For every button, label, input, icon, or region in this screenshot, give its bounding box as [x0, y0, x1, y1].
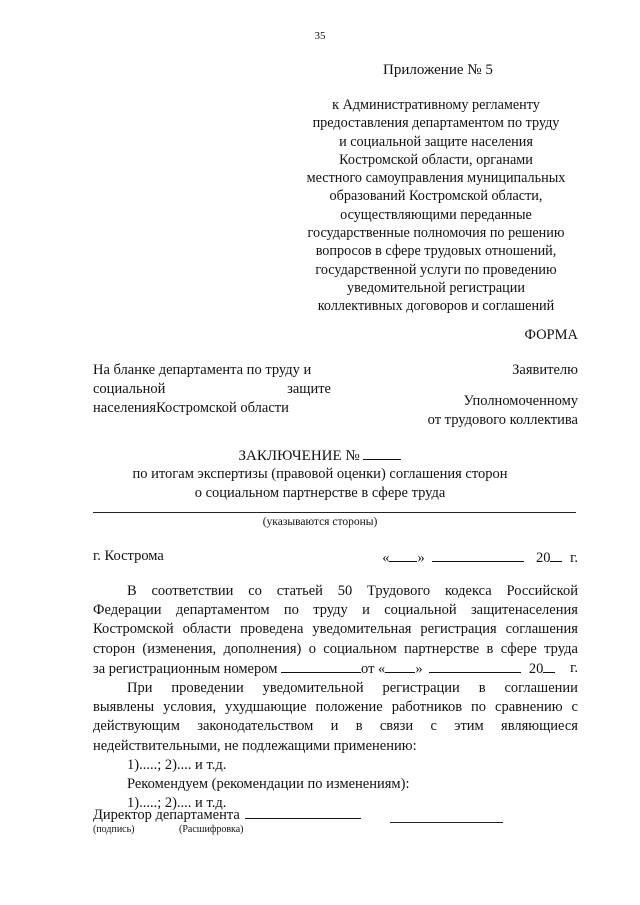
- reg-number-blank: [281, 659, 361, 673]
- body-word: в: [355, 718, 363, 735]
- sender-block: [93, 361, 331, 418]
- reference-line: вопросов в сфере трудовых отношений,: [315, 243, 557, 260]
- body-word: сторон: [93, 640, 136, 657]
- body-word: с: [571, 699, 578, 716]
- decode-blank: [390, 822, 503, 823]
- body-phrase: от «: [361, 660, 386, 677]
- body-word: действующим: [93, 718, 180, 735]
- body-word: уведомительная: [312, 621, 412, 638]
- reference-line: местного самоуправления муниципальных: [306, 170, 566, 187]
- city: г. Кострома: [93, 548, 164, 564]
- reference-line: государственные полномочия по решению: [307, 225, 565, 242]
- body-line: [93, 620, 578, 639]
- year-prefix: 20: [535, 550, 551, 566]
- recipient-line: от трудового коллектива: [427, 412, 578, 428]
- reference-line: коллективных договоров и соглашений: [317, 298, 555, 315]
- reference-line: образований Костромской области,: [329, 188, 543, 205]
- body-word: со: [248, 583, 262, 599]
- body-word: партнерстве: [404, 640, 480, 657]
- form-label: ФОРМА: [524, 327, 578, 343]
- body-line: 1).....; 2).... и т.д.: [127, 756, 227, 773]
- body-word: социальном: [323, 640, 397, 657]
- recipient-line: Уполномоченному: [463, 393, 578, 409]
- body-word: В: [127, 583, 137, 599]
- signature-captions: [93, 824, 244, 835]
- year-blank: [550, 548, 562, 562]
- body-line: [93, 640, 578, 659]
- reference-line: и социальной защите населения: [339, 133, 533, 150]
- body-word: и: [362, 602, 370, 619]
- body-phrase: г.: [570, 659, 578, 676]
- month-blank: [429, 659, 521, 673]
- date-close-quote: »: [417, 550, 425, 566]
- body-word: защитенаселения: [470, 602, 578, 619]
- body-word: департаментом: [175, 602, 270, 619]
- body-word: сравнению: [495, 699, 563, 716]
- body-word: этим: [454, 718, 484, 735]
- body-word: по: [471, 699, 487, 716]
- body-phrase: 20: [528, 660, 544, 677]
- month-blank: [432, 548, 524, 562]
- body-line: Рекомендуем (рекомендации по изменениям):: [127, 776, 410, 793]
- body-text: [93, 582, 578, 813]
- body-line: [93, 582, 578, 601]
- body-word: в: [478, 680, 486, 697]
- body-word: и: [330, 718, 339, 735]
- body-word: связи: [379, 718, 414, 735]
- body-line: [93, 717, 578, 736]
- body-word: (изменения,: [142, 640, 217, 657]
- body-word: Федерации: [93, 602, 162, 619]
- body-line: [93, 601, 578, 620]
- body-word: кодекса: [445, 583, 492, 599]
- conclusion-subtitle: [0, 465, 640, 503]
- reference-line: осуществляющими переданные: [340, 206, 532, 223]
- body-word: работников: [391, 699, 463, 716]
- signature-line: [93, 805, 361, 824]
- day-blank: [389, 548, 417, 562]
- body-word: проведена: [240, 621, 304, 638]
- year-suffix: г.: [570, 550, 578, 566]
- appendix-title: Приложение № 5: [383, 62, 493, 78]
- body-word: 50: [337, 583, 353, 599]
- body-line: 1).....; 2).... и т.д.: [127, 795, 227, 812]
- sender-word: социальной: [93, 381, 166, 397]
- body-word: регистрация: [420, 621, 497, 638]
- body-word: ухудшающие: [225, 699, 307, 716]
- sender-line: населенияКостромской области: [93, 400, 289, 416]
- body-word: соглашении: [504, 680, 578, 697]
- body-word: Трудового: [367, 583, 431, 599]
- body-word: с: [430, 718, 437, 735]
- sides-caption: (указываются стороны): [262, 516, 378, 528]
- body-word: труду: [313, 602, 348, 619]
- body-phrase: за регистрационным номером: [93, 660, 278, 677]
- conclusion-title-text: ЗАКЛЮЧЕНИЕ №: [238, 448, 360, 464]
- body-phrase: »: [415, 660, 423, 677]
- day-blank: [385, 659, 415, 673]
- reference-line: уведомительной регистрации: [347, 279, 525, 296]
- body-word: проведении: [171, 680, 244, 697]
- subtitle-line: о социальном партнерстве в сфере труда: [194, 485, 446, 501]
- body-word: Костромской: [93, 621, 174, 638]
- body-word: условия,: [163, 699, 217, 716]
- body-word: уведомительной: [262, 680, 364, 697]
- sender-line: [93, 380, 331, 399]
- signature-caption: (подпись): [93, 824, 135, 835]
- body-word: выявлены: [93, 699, 155, 716]
- date-open-quote: «: [382, 550, 390, 566]
- body-word: области: [182, 621, 232, 638]
- body-word: При: [127, 680, 153, 697]
- body-word: труда: [544, 640, 578, 657]
- body-line: [93, 659, 578, 679]
- body-word: Российской: [506, 583, 578, 599]
- body-word: о: [308, 640, 316, 657]
- body-word: статьей: [276, 583, 323, 599]
- body-word: положение: [315, 699, 383, 716]
- appendix-reference: [292, 96, 580, 316]
- date-line: [382, 548, 578, 567]
- body-word: сфере: [500, 640, 537, 657]
- body-word: являющиеся: [501, 718, 578, 735]
- year-blank: [543, 659, 555, 673]
- reference-line: предоставления департаментом по труду: [312, 115, 560, 132]
- conclusion-number-blank: [363, 445, 401, 460]
- subtitle-line: по итогам экспертизы (правовой оценки) соглашения сторон: [132, 466, 508, 482]
- body-word: регистрации: [382, 680, 460, 697]
- body-line: недействительными, не подлежащими применению:: [93, 737, 417, 754]
- recipient-line: Заявителю: [512, 362, 578, 378]
- sender-word: защите: [287, 381, 331, 397]
- decode-caption: (Расшифровка): [179, 824, 244, 835]
- signature-blank: [245, 805, 361, 819]
- body-word: социальной: [384, 602, 457, 619]
- sender-line: На бланке департамента по труду и: [93, 362, 312, 378]
- signature-title: Директор департамента: [93, 807, 240, 823]
- recipient-block: [428, 361, 578, 430]
- sides-blank-line: [93, 512, 576, 513]
- page-number: 35: [314, 30, 326, 42]
- body-word: соответствии: [151, 583, 234, 599]
- body-word: дополнения): [223, 640, 302, 657]
- body-word: соглашения: [505, 621, 578, 638]
- reference-line: к Административному регламенту: [332, 97, 540, 113]
- body-word: по: [283, 602, 299, 619]
- body-word: в: [486, 640, 494, 657]
- reference-line: государственной услуги по проведению: [315, 261, 557, 278]
- body-line: [93, 679, 578, 698]
- reference-line: Костромской области, органами: [339, 151, 533, 168]
- body-line: [93, 698, 578, 717]
- conclusion-title: [0, 445, 640, 465]
- body-word: законодательством: [197, 718, 314, 735]
